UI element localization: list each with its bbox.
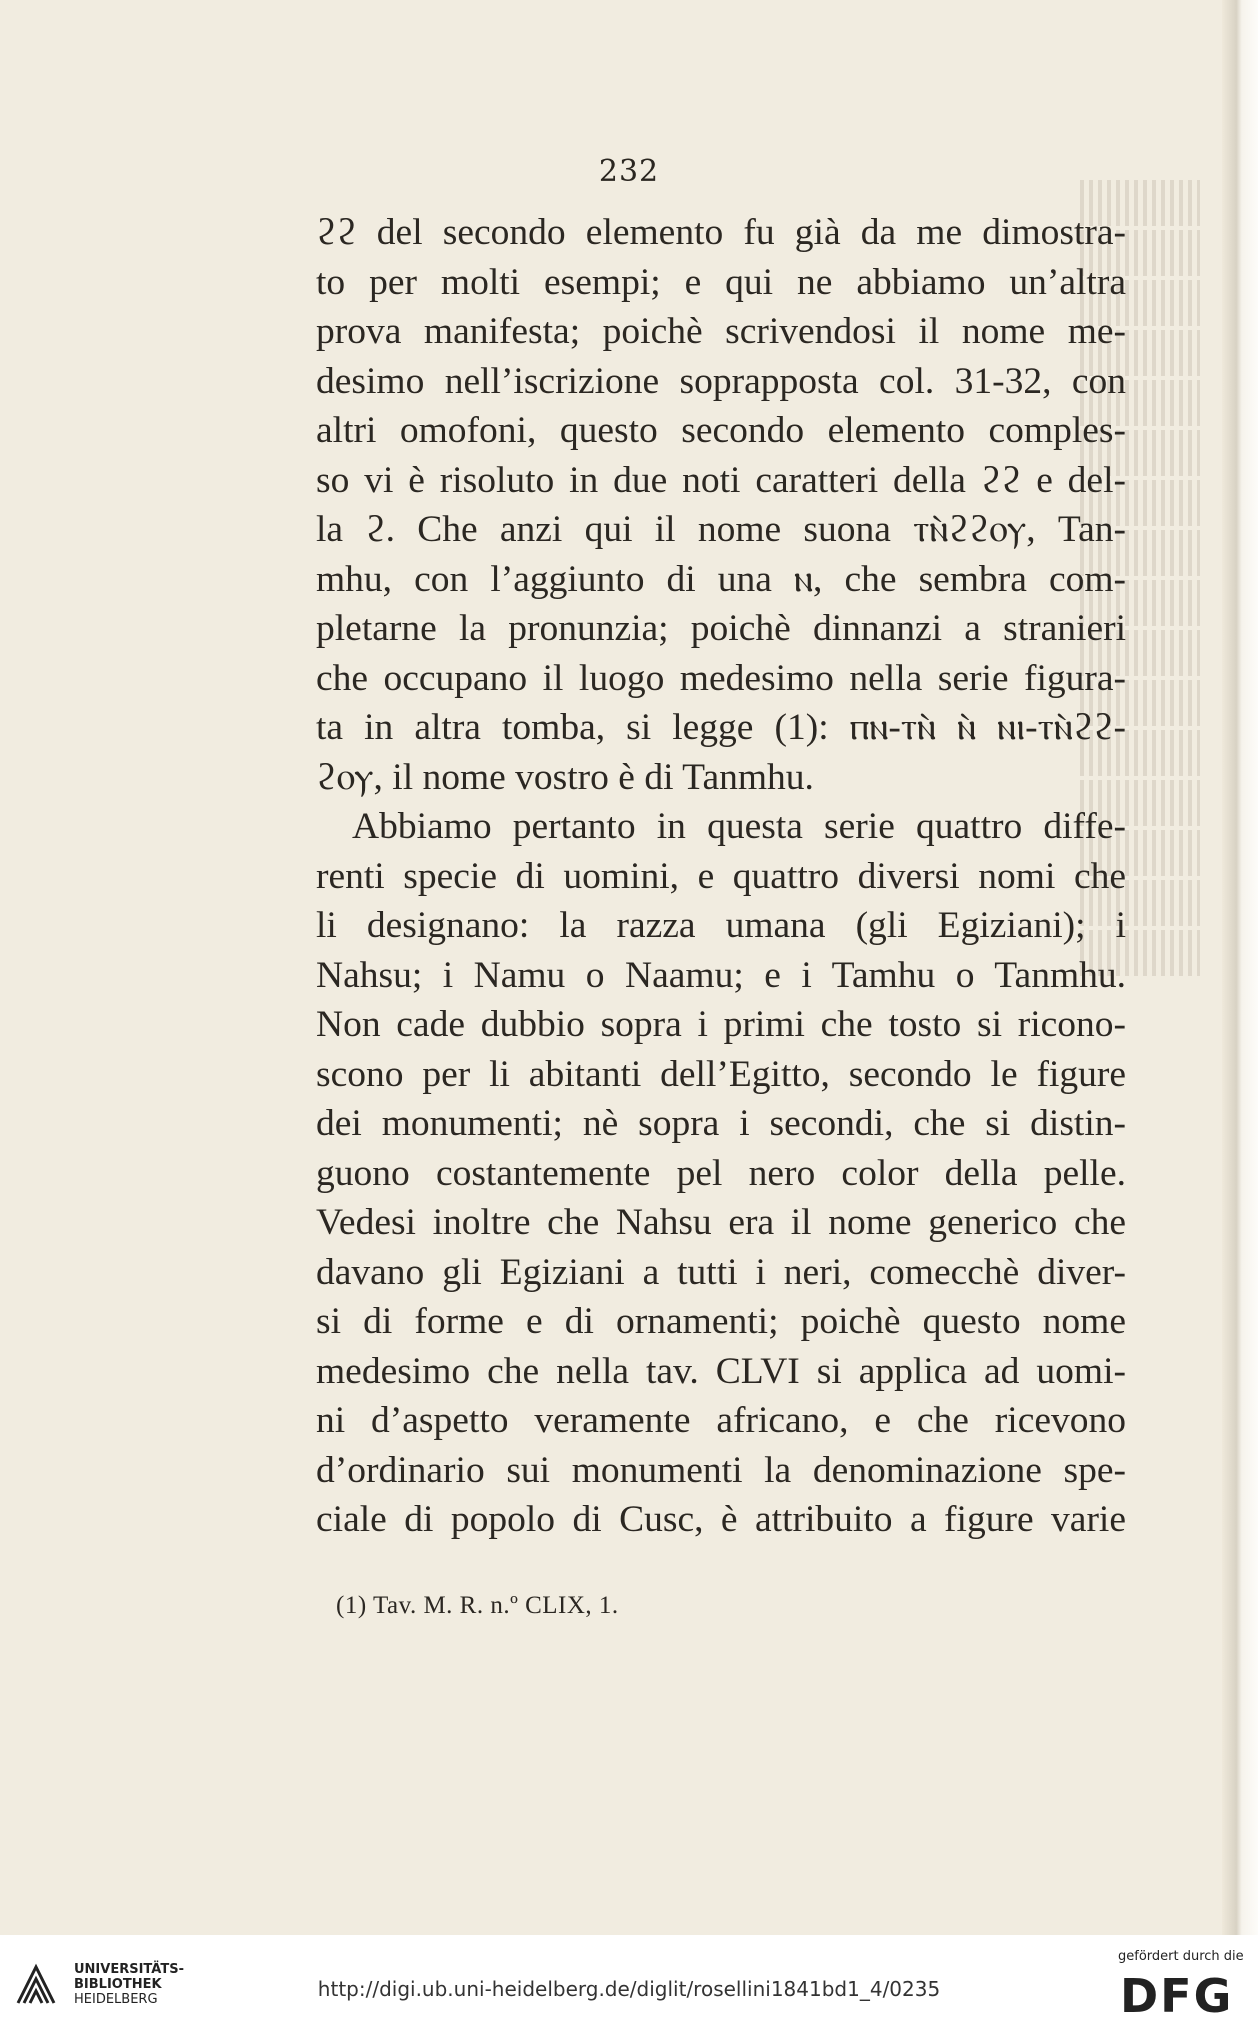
- text-line: ciale di popolo di Cusc, è attribuito a figure varie: [316, 1499, 1126, 1540]
- text-line: ta in altra tomba, si legge (1): ⲡⲛ-ⲧⲛ̀ ⲛ̀ ⲛⲓ-ⲧⲛ̀ϩϩ-: [316, 707, 1126, 748]
- library-name-line: HEIDELBERG: [74, 1992, 158, 2007]
- text-line: ϩϩ del secondo elemento fu già da me dimostra-: [316, 212, 1126, 253]
- text-line: Nahsu; i Namu o Naamu; e i Tamhu o Tanmhu.: [316, 954, 1126, 996]
- text-line: desimo nell’iscrizione soprapposta col. 31-32, con: [316, 360, 1126, 402]
- library-name-line: UNIVERSITÄTS-: [74, 1962, 184, 1977]
- text-line: dei monumenti; nè sopra i secondi, che si distin-: [316, 1103, 1126, 1144]
- text-line: Abbiamo pertanto in questa serie quattro diffe-: [352, 806, 1126, 847]
- dfg-logo[interactable]: DFG: [1120, 1969, 1234, 2023]
- text-line: scono per li abitanti dell’Egitto, secondo le figure: [316, 1053, 1126, 1095]
- permalink-url[interactable]: http://digi.ub.uni-heidelberg.de/diglit/rosellini1841bd1_4/0235: [317, 1977, 941, 2001]
- text-line: altri omofoni, questo secondo elemento comples-: [316, 410, 1126, 451]
- text-line: Vedesi inoltre che Nahsu era il nome generico che: [316, 1202, 1126, 1243]
- text-line: to per molti esempi; e qui ne abbiamo un’altra: [316, 261, 1126, 303]
- text-line: si di forme e di ornamenti; poichè questo nome: [316, 1301, 1126, 1342]
- body-text: [316, 208, 1126, 1545]
- funded-by-caption: gefördert durch die: [1118, 1949, 1244, 1964]
- text-line: li designano: la razza umana (gli Egiziani); i: [316, 905, 1126, 946]
- text-line: ϩⲟⲩ, il nome vostro è di Tanmhu.: [316, 756, 814, 798]
- text-line: Non cade dubbio sopra i primi che tosto si ricono-: [316, 1004, 1126, 1045]
- text-line: guono costantemente pel nero color della pelle.: [316, 1152, 1126, 1194]
- text-line: so vi è risoluto in due noti caratteri della ϩϩ e del-: [316, 459, 1126, 501]
- text-line: la ϩ. Che anzi qui il nome suona ⲧⲛ̀ϩϩⲟⲩ, Tan-: [316, 509, 1126, 550]
- page-number: 232: [598, 154, 660, 189]
- text-line: prova manifesta; poichè scrivendosi il nome me-: [316, 311, 1126, 352]
- text-line: ni d’aspetto veramente africano, e che ricevono: [316, 1400, 1126, 1441]
- viewer-footer: [0, 1935, 1258, 2044]
- text-line: renti specie di uomini, e quattro diversi nomi che: [316, 855, 1126, 897]
- text-line: mhu, con l’aggiunto di una ⲛ, che sembra com-: [316, 558, 1126, 600]
- text-line: d’ordinario sui monumenti la denominazione spe-: [316, 1449, 1126, 1491]
- text-line: pletarne la pronunzia; poichè dinnanzi a stranieri: [316, 608, 1126, 649]
- page-gutter: [1222, 0, 1258, 1935]
- text-line: che occupano il luogo medesimo nella serie figura-: [316, 657, 1126, 699]
- text-line: davano gli Egiziani a tutti i neri, comecchè diver-: [316, 1251, 1126, 1293]
- text-line: medesimo che nella tav. CLVI si applica ad uomi-: [316, 1350, 1126, 1392]
- library-name-line: BIBLIOTHEK: [74, 1977, 162, 1992]
- footnote: (1) Tav. M. R. n.º CLIX, 1.: [336, 1592, 619, 1619]
